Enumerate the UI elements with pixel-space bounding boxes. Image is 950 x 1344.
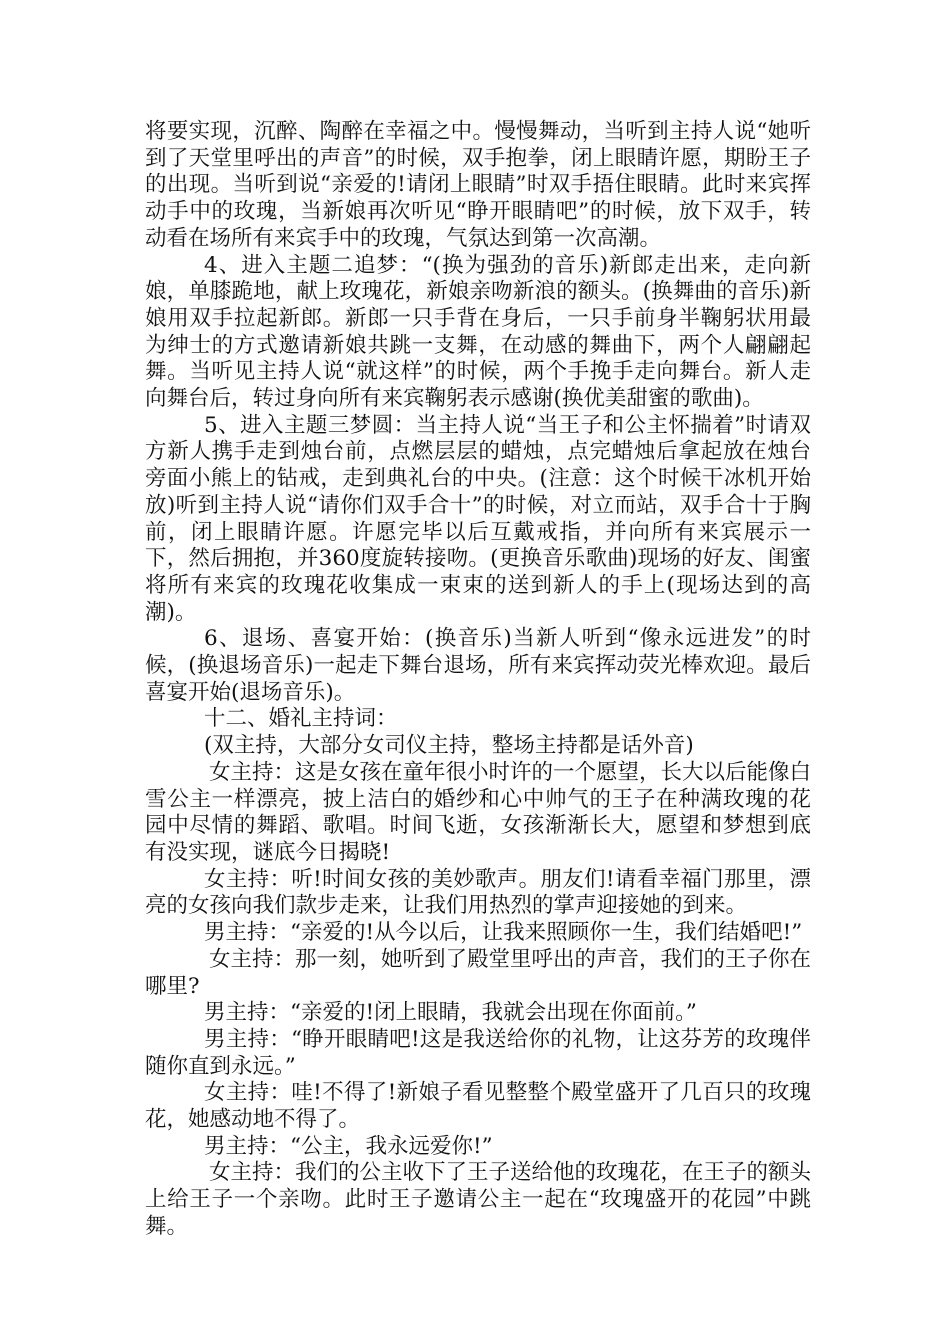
paragraph-host-note: (双主持，大部分女司仪主持，整场主持都是话外音) — [204, 733, 694, 759]
dialogue-line: 男主持：“睁开眼睛吧!这是我送给你的礼物，让这芬芳的玫瑰伴随你直到永远。” — [145, 1026, 811, 1079]
paragraph-continuation: 将要实现，沉醉、陶醉在幸福之中。慢慢舞动，当听到主持人说“她听到了天堂里呼出的声音”的时候，双手抱拳，闭上眼睛许愿，期盼王子的出现。当听到说“亲爱的!请闭上眼睛”时双手捂住眼睛。此时来宾挥动手中的玫瑰，当新娘再次听见“睁开眼睛吧”的时候，放下双手，转动看在场所有来宾手中的玫瑰，气氛达到第一次高潮。 — [145, 119, 811, 251]
dialogue-line: 男主持：“亲爱的!闭上眼睛，我就会出现在你面前。” — [204, 1000, 697, 1026]
paragraph-exit-banquet: 6、退场、喜宴开始：(换音乐)当新人听到“像永远进发”的时候，(换退场音乐)一起走下舞台退场，所有来宾挥动荧光棒欢迎。最后喜宴开始(退场音乐)。 — [145, 626, 811, 705]
dialogue-line: 女主持：那一刻，她听到了殿堂里呼出的声音，我们的王子你在哪里? — [145, 946, 812, 999]
dialogue-line: 女主持：听!时间女孩的美妙歌声。朋友们!请看幸福门那里，漂亮的女孩向我们款步走来，让我们用热烈的掌声迎接她的到来。 — [145, 866, 811, 919]
paragraph-theme-three: 5、进入主题三梦圆：当主持人说“当王子和公主怀揣着”时请双方新人携手走到烛台前，点燃层层的蜡烛，点完蜡烛后拿起放在烛台旁面小熊上的钻戒，走到典礼台的中央。(注意：这个时候干冰机开始放)听到主持人说“请你们双手合十”的时候，对立而站，双手合十于胸前，闭上眼睛许愿。许愿完毕以后互戴戒指，并向所有来宾展示一下，然后拥抱，并360度旋转接吻。(更换音乐歌曲)现场的好友、闺蜜将所有来宾的玫瑰花收集成一束束的送到新人的手上(现场达到的高潮)。 — [145, 412, 811, 625]
dialogue-line: 女主持：这是女孩在童年很小时许的一个愿望，长大以后能像白雪公主一样漂亮，披上洁白的婚纱和心中帅气的王子在种满玫瑰的花园中尽情的舞蹈、歌唱。时间飞逝，女孩渐渐长大，愿望和梦想到底有没实现，谜底今日揭晓! — [145, 759, 812, 865]
document-page — [145, 119, 811, 1241]
section-heading-host-script: 十二、婚礼主持词： — [204, 706, 398, 732]
dialogue-line: 女主持：哇!不得了!新娘子看见整整个殿堂盛开了几百只的玫瑰花，她感动地不得了。 — [145, 1080, 811, 1133]
paragraph-theme-two: 4、进入主题二追梦：“(换为强劲的音乐)新郎走出来，走向新娘，单膝跪地，献上玫瑰花，新娘亲吻新浪的额头。(换舞曲的音乐)新娘用双手拉起新郎。新郎一只手背在身后，一只手前身半鞠躬状用最为绅士的方式邀请新娘共跳一支舞，在动感的舞曲下，两个人翩翩起舞。当听见主持人说“就这样”的时候，两个手挽手走向舞台。新人走向舞台后，转过身向所有来宾鞠躬表示感谢(换优美甜蜜的歌曲)。 — [145, 252, 811, 412]
dialogue-line: 男主持：“公主，我永远爱你!” — [204, 1133, 493, 1159]
dialogue-line: 男主持：“亲爱的!从今以后，让我来照顾你一生，我们结婚吧!” — [204, 920, 803, 946]
dialogue-line: 女主持：我们的公主收下了王子送给他的玫瑰花，在王子的额头上给王子一个亲吻。此时王子邀请公主一起在“玫瑰盛开的花园”中跳舞。 — [145, 1160, 812, 1239]
